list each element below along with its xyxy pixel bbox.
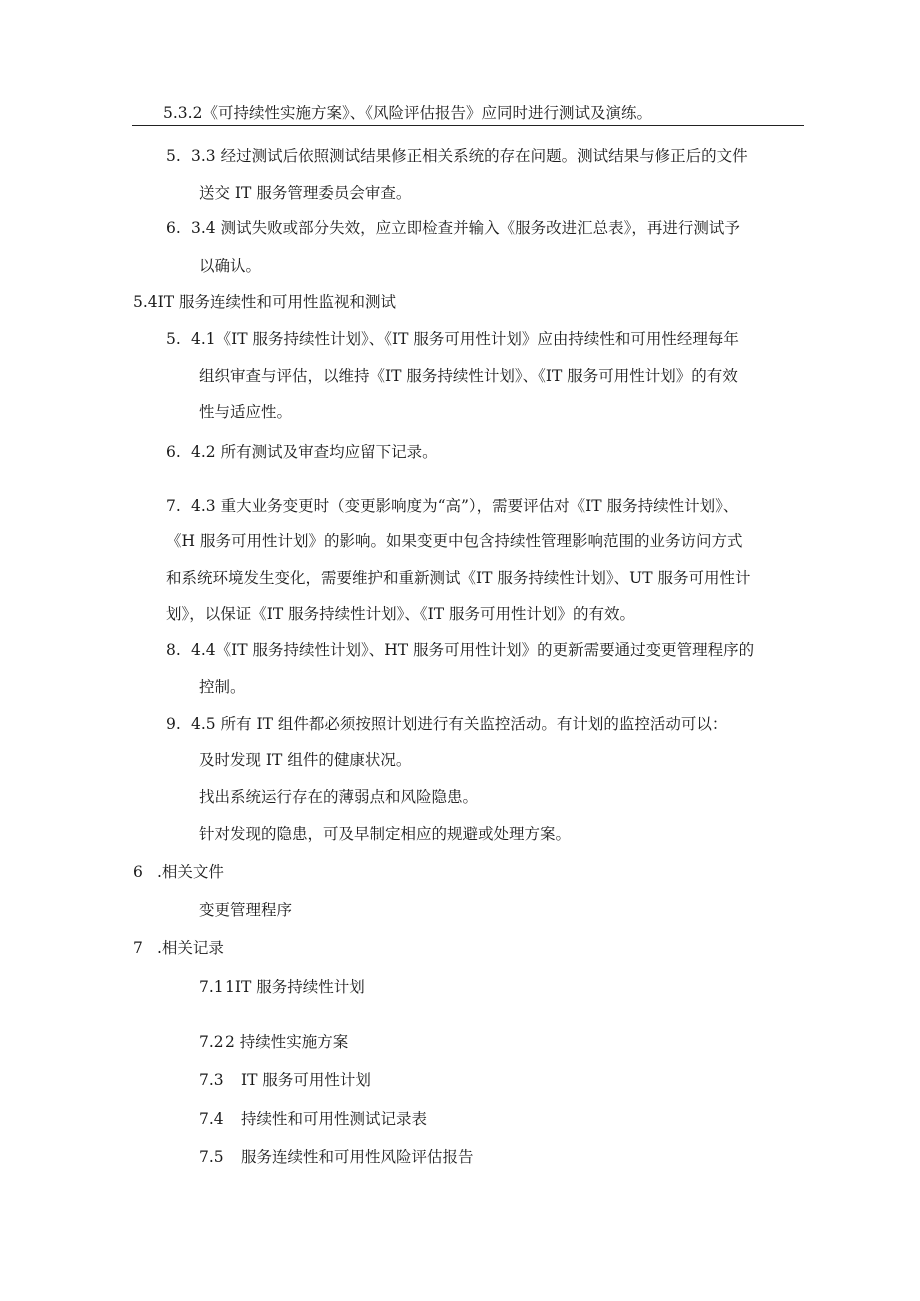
sub-item-text: 针对发现的隐患，可及早制定相应的规避或处理方案。 <box>199 825 572 843</box>
sub-item-text: 及时发现 IT 组件的健康状况。 <box>199 751 412 769</box>
item-text: 3.4 测试失败或部分失效，应立即检查并输入《服务改进汇总表》，再进行测试予 <box>191 219 740 237</box>
record-number: 7.3 <box>199 1071 224 1089</box>
sub-item-text: 找出系统运行存在的薄弱点和风险隐患。 <box>199 788 479 806</box>
section-5-4-title: 5.4IT 服务连续性和可用性监视和测试 <box>133 293 397 311</box>
item-text: 4.5 所有 IT 组件都必须按照计划进行有关监控活动。有计划的监控活动可以： <box>191 715 728 733</box>
item-text: 组织审查与评估，以维持《IT 服务持续性计划》、《IT 服务可用性计划》的有效 <box>199 367 738 385</box>
item-number: 5. <box>166 330 181 348</box>
related-document: 变更管理程序 <box>199 901 293 919</box>
record-number: 7.1 <box>199 978 224 996</box>
item-text: 性与适应性。 <box>199 403 293 421</box>
section-title: .相关记录 <box>157 939 224 957</box>
section-number: 6 <box>133 863 143 881</box>
record-number: 7.5 <box>199 1148 224 1166</box>
record-number: 7.2 <box>199 1033 224 1051</box>
item-text: 送交 IT 服务管理委员会审查。 <box>199 184 412 202</box>
item-text: 控制。 <box>199 678 246 696</box>
section-title: .相关文件 <box>157 863 224 881</box>
item-text: 划》，以保证《IT 服务持续性计划》、《IT 服务可用性计划》的有效。 <box>166 605 636 623</box>
item-number: 6. <box>166 219 181 237</box>
item-text: 4.1《IT 服务持续性计划》、《IT 服务可用性计划》应由持续性和可用性经理每年 <box>191 330 739 348</box>
item-text: 以确认。 <box>199 257 262 275</box>
item-number: 9. <box>166 715 181 733</box>
item-number: 5. <box>166 147 181 165</box>
header-text: 5.3.2《可持续性实施方案》、《风险评估报告》应同时进行测试及演练。 <box>163 104 652 122</box>
record-label: 服务连续性和可用性风险评估报告 <box>241 1148 474 1166</box>
item-number: 8. <box>166 641 181 659</box>
item-text: 和系统环境发生变化，需要维护和重新测试《IT 服务持续性计划》、UT 服务可用性计 <box>166 569 751 587</box>
item-text: 4.4《IT 服务持续性计划》、HT 服务可用性计划》的更新需要通过变更管理程序的 <box>191 641 755 659</box>
record-label: 1IT 服务持续性计划 <box>225 978 365 996</box>
section-number: 7 <box>133 939 143 957</box>
item-text: 4.3 重大业务变更时（变更影响度为“高”），需要评估对《IT 服务持续性计划》、 <box>191 497 739 515</box>
header-divider <box>132 125 804 126</box>
record-label: 持续性和可用性测试记录表 <box>241 1110 428 1128</box>
record-label: 2 持续性实施方案 <box>225 1033 349 1051</box>
item-text: 4.2 所有测试及审查均应留下记录。 <box>191 443 438 461</box>
record-number: 7.4 <box>199 1110 224 1128</box>
item-number: 6. <box>166 443 181 461</box>
item-text: 《H 服务可用性计划》的影响。如果变更中包含持续性管理影响范围的业务访问方式 <box>166 532 743 550</box>
item-text: 3.3 经过测试后依照测试结果修正相关系统的存在问题。测试结果与修正后的文件 <box>191 147 748 165</box>
record-label: IT 服务可用性计划 <box>241 1071 371 1089</box>
item-number: 7. <box>166 497 181 515</box>
